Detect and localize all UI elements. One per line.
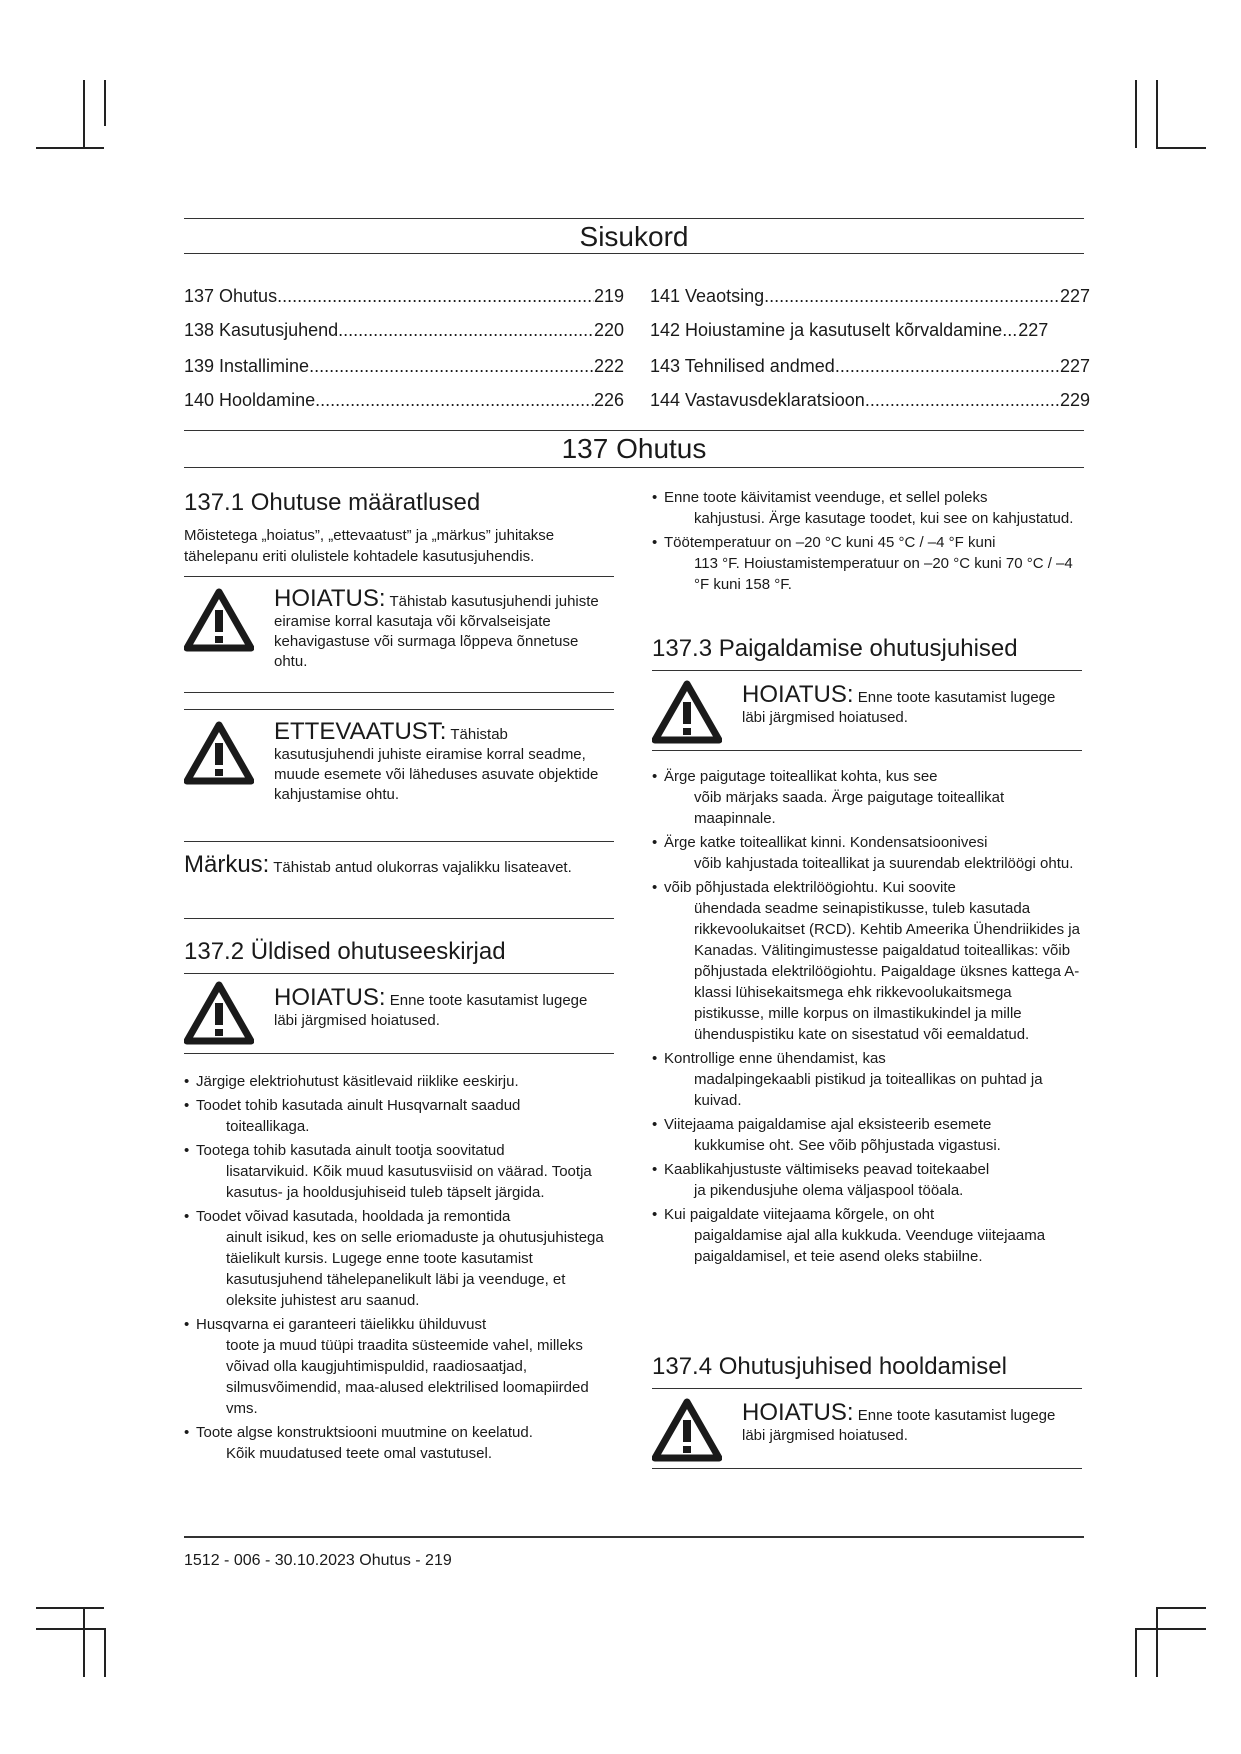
list-item: • Kaablikahjustuste vältimiseks peavad toitekaabel ja pikendusjuhe olema väljaspool tööala. xyxy=(652,1159,1082,1201)
toc-entry[interactable] xyxy=(650,356,1090,377)
list-item: • Ärge katke toiteallikat kinni. Kondensatsioonivesi võib kahjustada toiteallikat ja suurendab elektrilöögi ohtu. xyxy=(652,832,1082,874)
callout-keyword: ETTEVAATUST: xyxy=(274,718,447,745)
crop-mark xyxy=(104,80,106,126)
crop-mark xyxy=(1135,80,1137,148)
list-item: • Enne toote käivitamist veenduge, et sellel poleks kahjustusi. Ärge kasutage toodet, kui see on kahjustatud. xyxy=(652,487,1082,529)
toc-entry-label: 143 Tehnilised andmed xyxy=(650,356,835,376)
bullet-list xyxy=(652,487,1082,598)
bullet-list xyxy=(184,1071,614,1467)
toc-entry-page: 222 xyxy=(593,356,624,376)
note-keyword: Märkus: xyxy=(184,851,270,878)
toc-entry[interactable] xyxy=(650,320,1090,341)
crop-mark xyxy=(36,147,104,149)
callout-rule xyxy=(184,973,614,974)
callout-text xyxy=(274,586,604,672)
list-item: • Ärge paigutage toiteallikat kohta, kus see võib märjaks saada. Ärge paigutage toiteallikat maapinnale. xyxy=(652,766,1082,829)
callout-rule xyxy=(184,576,614,577)
toc-title-rule xyxy=(184,253,1084,254)
toc-entry-label: 138 Kasutusjuhend xyxy=(184,320,339,340)
toc-entry-page: 226 xyxy=(593,390,624,410)
callout-text xyxy=(274,719,604,805)
section-heading: 137.2 Üldised ohutuseeskirjad xyxy=(184,938,506,965)
toc-entry-page: 219 xyxy=(593,286,624,306)
callout-keyword: HOIATUS: xyxy=(742,681,854,708)
note-callout xyxy=(184,852,614,878)
toc-entry-page: 227 xyxy=(1059,356,1090,376)
crop-mark xyxy=(1135,1628,1137,1677)
crop-mark xyxy=(1156,1607,1158,1677)
callout-keyword: HOIATUS: xyxy=(274,585,386,612)
crop-mark xyxy=(1156,1607,1206,1609)
section-heading: 137.4 Ohutusjuhised hooldamisel xyxy=(652,1353,1007,1380)
callout-rule xyxy=(184,1053,614,1054)
section-heading: 137.3 Paigaldamise ohutusjuhised xyxy=(652,635,1018,662)
list-item: • Järgige elektriohutust käsitlevaid riiklike eeskirju. xyxy=(184,1071,614,1092)
toc-top-rule xyxy=(184,218,1084,219)
section-heading: 137.1 Ohutuse määratlused xyxy=(184,489,481,516)
toc-entry-label: 144 Vastavusdeklaratsioon xyxy=(650,390,865,410)
list-item: • Kontrollige enne ühendamist, kas madalpingekaabli pistikud ja toiteallikas on puhtad ja kuivad. xyxy=(652,1048,1082,1111)
callout-rule xyxy=(652,670,1082,671)
callout-rule xyxy=(184,841,614,842)
footer-rule xyxy=(184,1536,1084,1538)
callout-keyword: HOIATUS: xyxy=(274,984,386,1011)
callout-body: Enne toote kasutamist lugege läbi järgmised hoiatused. xyxy=(274,992,588,1029)
callout-body: Enne toote kasutamist lugege läbi järgmised hoiatused. xyxy=(742,1407,1056,1444)
callout-rule xyxy=(652,1388,1082,1389)
toc-entry-label: 141 Veaotsing xyxy=(650,286,765,306)
bullet-list xyxy=(652,766,1082,1270)
list-item: • Kui paigaldate viitejaama kõrgele, on oht paigaldamise ajal alla kukkuda. Veenduge viitejaama paigaldamisel, et teie asend oleks stabiilne. xyxy=(652,1204,1082,1267)
list-item: • Töötemperatuur on –20 °C kuni 45 °C / –4 °F kuni 113 °F. Hoiustamistemperatuur on –20 °C kuni 70 °C / –4 °F kuni 158 °F. xyxy=(652,532,1082,595)
crop-mark xyxy=(83,1607,85,1677)
chapter-title: 137 Ohutus xyxy=(561,433,707,464)
list-item: • Toodet tohib kasutada ainult Husqvarnalt saadud toiteallikaga. xyxy=(184,1095,614,1137)
warning-triangle-icon xyxy=(184,721,254,785)
list-item: • Husqvarna ei garanteeri täielikku ühilduvust toote ja muud tüüpi traadita süsteemide vahel, milleks võivad olla kaugjuhtimispuldid, raadiosaatjad, silmusvõimendid, maa-alused elektrilised loomapiirded vms. xyxy=(184,1314,614,1419)
warning-triangle-icon xyxy=(184,981,254,1045)
toc-entry[interactable] xyxy=(650,390,1090,411)
warning-triangle-icon xyxy=(652,1398,722,1462)
toc-entry-label: 137 Ohutus xyxy=(184,286,278,306)
crop-mark xyxy=(36,1628,104,1630)
callout-rule xyxy=(652,1468,1082,1469)
callout-text xyxy=(742,1400,1072,1446)
list-item: • Viitejaama paigaldamise ajal eksisteerib esemete kukkumise oht. See võib põhjustada vigastusi. xyxy=(652,1114,1082,1156)
chapter-top-rule xyxy=(184,430,1084,431)
note-body: Tähistab antud olukorras vajalikku lisateavet. xyxy=(269,859,572,876)
crop-mark xyxy=(1135,1628,1206,1630)
toc-entry-label: 139 Installimine xyxy=(184,356,310,376)
crop-mark xyxy=(36,1607,104,1609)
callout-text xyxy=(742,682,1072,728)
callout-body: Tähistab kasutusjuhendi juhiste eiramise korral seadme, muude esemete või läheduses asuvate objektide kahjustamise ohtu. xyxy=(274,726,599,803)
callout-body: Tähistab kasutusjuhendi juhiste eiramise korral kasutaja või kõrvalseisjate kehavigastuse või surmaga lõppeva õnnetuse ohtu. xyxy=(274,593,599,670)
callout-keyword: HOIATUS: xyxy=(742,1399,854,1426)
warning-triangle-icon xyxy=(184,588,254,652)
section-intro: Mõistetega „hoiatus”, „ettevaatust” ja „märkus” juhitakse tähelepanu eriti olulistele kohtadele kasutusjuhendis. xyxy=(184,527,555,565)
page-footer: 1512 - 006 - 30.10.2023 Ohutus - 219 xyxy=(184,1552,452,1569)
toc-entry-label: 140 Hooldamine xyxy=(184,390,316,410)
toc-entry-label: 142 Hoiustamine ja kasutuselt kõrvaldamine xyxy=(650,320,1003,340)
toc-entry[interactable] xyxy=(184,286,624,307)
list-item: • Tootega tohib kasutada ainult tootja soovitatud lisatarvikuid. Kõik muud kasutusviisid on väärad. Tootja kasutus- ja hooldusjuhiseid tuleb täpselt järgida. xyxy=(184,1140,614,1203)
toc-entry-page: 229 xyxy=(1059,390,1090,410)
crop-mark xyxy=(83,80,85,148)
callout-rule xyxy=(184,709,614,710)
warning-triangle-icon xyxy=(652,680,722,744)
callout-rule xyxy=(652,750,1082,751)
toc-entry[interactable] xyxy=(184,356,624,377)
callout-rule xyxy=(184,692,614,693)
toc-entry-page: 227 xyxy=(1059,286,1090,306)
toc-entry[interactable] xyxy=(184,320,624,341)
list-item: • Toodet võivad kasutada, hooldada ja remontida ainult isikud, kes on selle eriomaduste ja ohutusjuhistega täielikult kursis. Lugege enne toote kasutamist kasutusjuhend tähelepanelikult läbi ja veenduge, et oleksite juhistest aru saanud. xyxy=(184,1206,614,1311)
section-rule xyxy=(184,918,614,919)
chapter-title-rule xyxy=(184,467,1084,468)
callout-body: Enne toote kasutamist lugege läbi järgmised hoiatused. xyxy=(742,689,1056,726)
toc-entry[interactable] xyxy=(650,286,1090,307)
callout-text xyxy=(274,985,604,1031)
toc-entry[interactable] xyxy=(184,390,624,411)
toc-entry-page: 220 xyxy=(593,320,624,340)
crop-mark xyxy=(1156,80,1158,148)
list-item: • Toote algse konstruktsiooni muutmine on keelatud. Kõik muudatused teete omal vastutusel. xyxy=(184,1422,614,1464)
toc-entry-page: 227 xyxy=(1018,320,1049,340)
crop-mark xyxy=(104,1628,106,1677)
list-item: • võib põhjustada elektrilöögiohtu. Kui soovite ühendada seadme seinapistikusse, tuleb kasutada rikkevoolukaitset (RCD). Kehtib Ameerika Ühendriikides ja Kanadas. Välitingimustesse paigaldatud toiteallikas: võib põhjustada elektrilöögiohtu. Paigaldage üksnes kattega A-klassi lühisekaitsmega ehk rikkevoolukaitsmega pistikusse, mille korpus on ilmastikukindel ja mille ühenduspistiku kate on sisestatud või eemaldatud. xyxy=(652,877,1082,1045)
crop-mark xyxy=(1156,147,1206,149)
toc-title: Sisukord xyxy=(579,221,689,252)
